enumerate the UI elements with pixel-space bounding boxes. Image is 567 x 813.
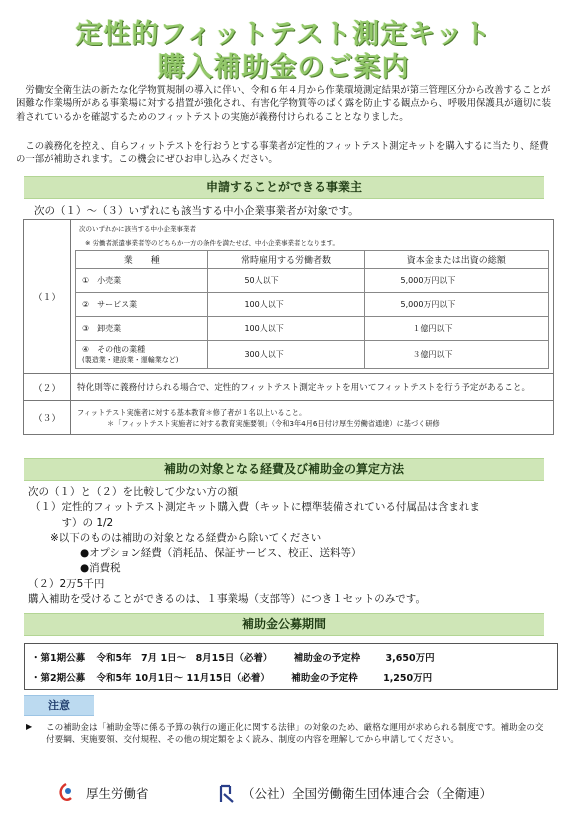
calc-line: （１）定性的フィットテスト測定キット購入費（キットに標準装備されている付属品は含まれま (30, 501, 480, 514)
table-row (76, 293, 549, 317)
size-note-b: ※ 労働者派遣事業者等のどちらか一方の条件を満たせば、中小企業事業者となります。 (85, 239, 339, 247)
requirement-3-main: フィットテスト実施者に対する基本教育＊修了者が１名以上いること。 (77, 407, 307, 417)
period-name: ・第2期公募 (31, 673, 86, 684)
section-heading-eligible: 申請することができる事業主 (24, 176, 544, 199)
requirement-3 (71, 401, 554, 435)
industry-cell: ③ 卸売業 (76, 317, 208, 341)
section-heading-period: 補助金公募期間 (24, 613, 544, 636)
table-row (76, 269, 549, 293)
period-budget-label: 補助金の予定枠 (291, 673, 358, 684)
industry-name: ④ その他の業種 (82, 344, 146, 354)
requirement-2: 特化則等に義務付けられる場合で、定性的フィットテスト測定キットを用いてフィットテストを行う予定があること。 (71, 374, 554, 401)
company-size-cell (71, 220, 554, 374)
calc-line: 次の（１）と（２）を比較して少ない方の額 (28, 486, 238, 498)
table-row (76, 317, 549, 341)
period-dates: 令和5年 7月 1日～ 8月15日（必着） (96, 653, 273, 664)
row-label-1: （１） (24, 220, 71, 374)
row-label-3: （３） (24, 401, 71, 435)
section-heading-calculation: 補助の対象となる経費及び補助金の算定方法 (24, 458, 544, 481)
company-size-table (75, 250, 549, 369)
period-row-2 (31, 670, 432, 684)
calc-bullet: ●消費税 (80, 562, 121, 575)
period-budget-amount: 3,650万円 (385, 653, 435, 664)
row-label-2: （２） (24, 374, 71, 401)
notice-heading: 注意 (24, 695, 94, 716)
association-logo-icon (218, 782, 236, 807)
period-box (24, 643, 558, 690)
association-footer (218, 782, 492, 807)
period-budget-amount: 1,250万円 (383, 673, 433, 684)
page-subtitle: 購入補助金のご案内 (157, 52, 410, 83)
ministry-footer (56, 782, 149, 807)
header-workers: 常時雇用する労働者数 (208, 251, 364, 269)
eligibility-table (23, 219, 554, 435)
table-row (76, 341, 549, 369)
header-capital: 資本金または出資の総額 (364, 251, 548, 269)
requirement-3-footnote: ＊「フィットテスト実施者に対する教育実施要領」（令和3年4月6日付け厚生労働省通達）に基づく研修 (107, 418, 440, 428)
page-title: 定性的フィットテスト測定キット (75, 19, 492, 50)
industry-cell: ① 小売業 (76, 269, 208, 293)
period-dates: 令和5年 10月1日～ 11月15日（必着） (96, 673, 270, 684)
industry-cell: ② サービス業 (76, 293, 208, 317)
calc-bullet: ●オプション経費（消耗品、保証サービス、校正、送料等） (80, 547, 362, 560)
period-budget-label: 補助金の予定枠 (293, 653, 361, 664)
intro-paragraph-2: この義務化を控え、自らフィットテストを行おうとする事業者が定性的フィットテスト測定キットを購入するに当たり、経費の一部が補助されます。この機会にぜひお申し込みください。 (16, 141, 549, 166)
workers-cell: 100人以下 (208, 317, 364, 341)
industry-cell (76, 341, 208, 369)
capital-cell: １億円以下 (364, 317, 548, 341)
intro-paragraph-1: 労働安全衛生法の新たな化学物質規制の導入に伴い、令和６年４月から作業環境測定結果が第三管理区分から改善することが困難な作業場所がある事業場に対する措置が強化され、有害化学物質等のばく露を防止する観点から、呼吸用保護具が適切に装着されているかを確認するためのフィットテストの実施が義務付けられることとなりました。 (16, 85, 551, 123)
calculation-block (28, 485, 548, 607)
association-name: （公社）全国労働衛生団体連合会（全衛連） (241, 786, 492, 801)
header-industry: 業 種 (76, 251, 208, 269)
calc-line: 購入補助を受けることができるのは、１事業場（支部等）につき１セットのみです。 (28, 593, 426, 606)
capital-cell: 5,000万円以下 (364, 293, 548, 317)
capital-cell: ３億円以下 (364, 341, 548, 369)
period-row-1 (31, 650, 435, 664)
calc-line: （２）2万5千円 (28, 577, 105, 590)
workers-cell: 50人以下 (208, 269, 364, 293)
calc-note: ※以下のものは補助の対象となる経費から除いてください (50, 531, 322, 544)
ministry-logo-icon (56, 782, 76, 807)
notice-text: この補助金は「補助金等に係る予算の執行の適正化に関する法律」の対象のため、厳格な運用が求められる制度です。補助金の交付要綱、実施要領、交付規程、その他の規定類をよく読み、制度の内容を理解してから申請してください。 (46, 723, 544, 746)
calc-line: す）の 1/2 (30, 516, 114, 529)
workers-cell: 300人以下 (208, 341, 364, 369)
industry-examples: (製造業・建設業・運輸業など) (82, 355, 179, 364)
workers-cell: 100人以下 (208, 293, 364, 317)
triangle-bullet-icon: ▶ (26, 722, 33, 731)
ministry-name: 厚生労働省 (85, 786, 149, 801)
eligible-lead: 次の（１）～（３）いずれにも該当する中小企業事業者が対象です。 (34, 205, 359, 217)
capital-cell: 5,000万円以下 (364, 269, 548, 293)
size-note-a: 次のいずれかに該当する中小企業事業者 (79, 225, 196, 233)
period-name: ・第1期公募 (31, 653, 86, 664)
